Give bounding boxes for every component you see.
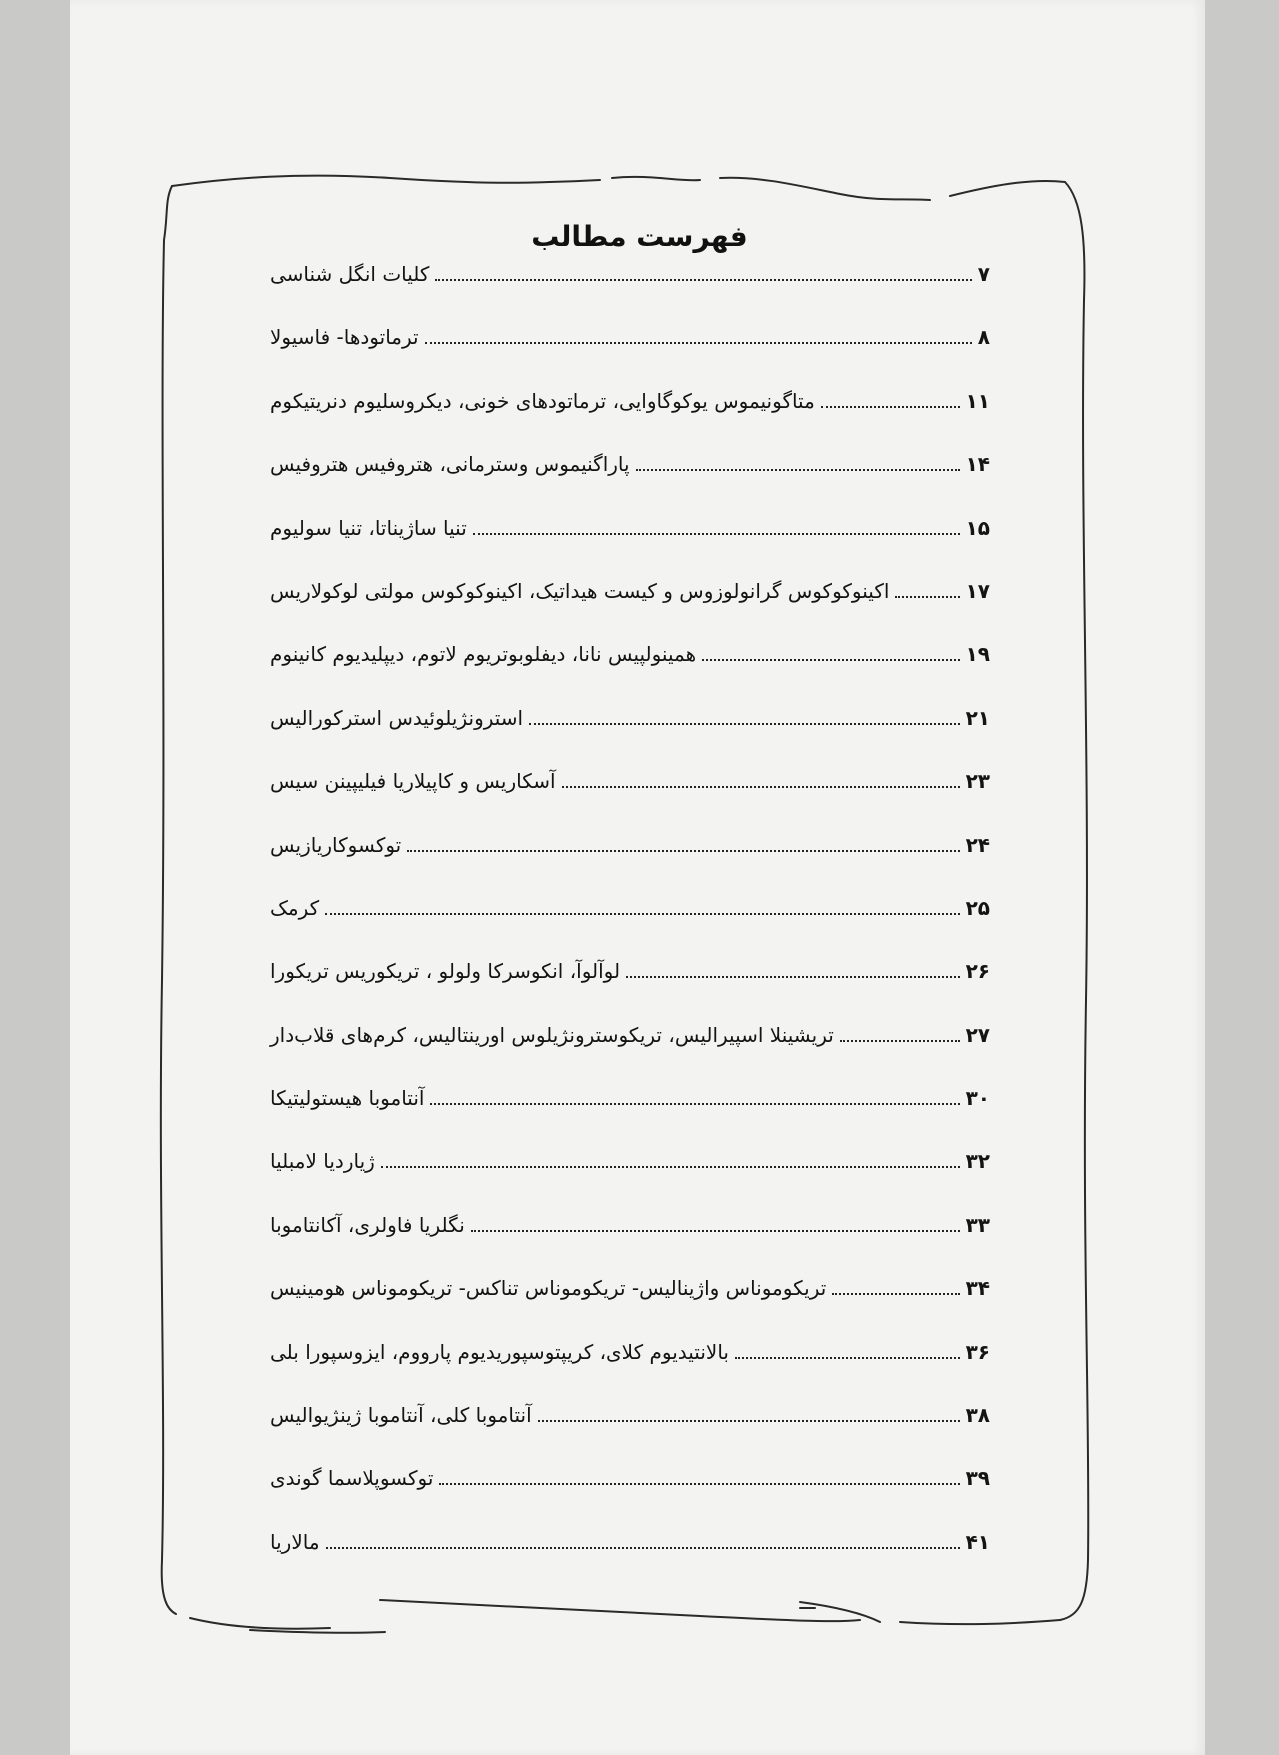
toc-entry-title: نگلریا فاولری، آکانتاموبا	[270, 1212, 465, 1237]
toc-page-number: ۲۴	[965, 832, 990, 857]
toc-entry[interactable]	[270, 389, 990, 452]
toc-entry-title: توکسوکاریازیس	[270, 832, 402, 857]
toc-entry[interactable]	[270, 642, 990, 705]
toc-entry-title: پاراگنیموس وسترمانی، هتروفیس هتروفیس	[270, 452, 630, 477]
toc-entry-title: متاگونیموس یوکوگاوایی، ترماتودهای خونی، دیکروسلیوم دنریتیکوم	[270, 388, 815, 413]
toc-entry-title: آسکاریس و کاپیلاریا فیلیپینن سیس	[270, 769, 556, 794]
dot-leader	[439, 1466, 959, 1485]
toc-page-number: ۳۳	[965, 1212, 990, 1237]
toc-entry-title: تنیا ساژیناتا، تنیا سولیوم	[270, 515, 467, 540]
dot-leader	[435, 262, 971, 281]
toc-entry[interactable]	[270, 1340, 990, 1403]
dot-leader	[840, 1023, 960, 1042]
toc-page-number: ۲۱	[965, 705, 990, 730]
dot-leader	[538, 1403, 960, 1422]
toc-entry[interactable]	[270, 896, 990, 959]
toc-entry[interactable]	[270, 1276, 990, 1339]
toc-entry[interactable]	[270, 262, 990, 325]
toc-page-number: ۳۶	[965, 1339, 990, 1364]
toc-entry-title: تریکوموناس واژینالیس- تریکوموناس تناکس- تریکوموناس هومینیس	[270, 1276, 827, 1301]
toc-entry-title: کرمک	[270, 895, 320, 920]
toc-entry-title: مالاریا	[270, 1529, 320, 1554]
dot-leader	[821, 389, 960, 408]
toc-entry[interactable]	[270, 1023, 990, 1086]
dot-leader	[430, 1086, 959, 1105]
toc-entry[interactable]	[270, 579, 990, 642]
toc-entry-title: استرونژیلوئیدس استرکورالیس	[270, 705, 524, 730]
toc-page-number: ۳۸	[965, 1403, 990, 1428]
toc-entry-title: لوآلوآ، انکوسرکا ولولو ، تریکوریس تریکورا	[270, 959, 621, 984]
toc-entry-title: تریشینلا اسپیرالیس، تریکوسترونژیلوس اورینتالیس، کرم‌های قلاب‌دار	[270, 1022, 834, 1047]
toc-page-number: ۷	[977, 262, 990, 286]
toc-page-number: ۳۴	[965, 1276, 990, 1301]
toc-entry-title: آنتاموبا کلی، آنتاموبا ژینژیوالیس	[270, 1403, 532, 1428]
toc-entry-title: توکسوپلاسما گوندی	[270, 1466, 434, 1491]
toc-page-number: ۱۴	[965, 452, 990, 477]
toc-page-number: ۴۱	[965, 1529, 990, 1554]
toc-entry[interactable]	[270, 1149, 990, 1212]
dot-leader	[326, 1530, 960, 1549]
toc-entry[interactable]	[270, 1213, 990, 1276]
toc-entry[interactable]	[270, 706, 990, 769]
dot-leader	[529, 706, 959, 725]
dot-leader	[702, 642, 959, 661]
toc-page-number: ۳۲	[965, 1149, 990, 1174]
toc-entry[interactable]	[270, 1403, 990, 1466]
toc-entry[interactable]	[270, 1466, 990, 1529]
dot-leader	[735, 1340, 960, 1359]
toc-page-number: ۲۳	[965, 769, 990, 794]
toc-entry[interactable]	[270, 1086, 990, 1149]
toc-page-number: ۳۰	[965, 1086, 990, 1111]
dot-leader	[471, 1213, 960, 1232]
dot-leader	[626, 959, 959, 978]
toc-page-number: ۱۱	[965, 388, 990, 413]
toc-entry[interactable]	[270, 959, 990, 1022]
dot-leader	[636, 452, 960, 471]
toc-page-number: ۱۷	[965, 578, 990, 603]
dot-leader	[381, 1149, 960, 1168]
dot-leader	[895, 579, 959, 598]
toc-page-number: ۸	[977, 325, 990, 350]
toc-entry-title: آنتاموبا هیستولیتیکا	[270, 1086, 425, 1111]
toc-entry[interactable]	[270, 1530, 990, 1593]
toc-page-number: ۲۶	[965, 959, 990, 984]
toc-entry-title: بالانتیدیوم کلای، کریپتوسپوریدیوم پارووم، ایزوسپورا بلی	[270, 1339, 729, 1364]
dot-leader	[832, 1276, 959, 1295]
dot-leader	[425, 325, 972, 344]
dot-leader	[407, 833, 959, 852]
dot-leader	[325, 896, 959, 915]
toc-entry[interactable]	[270, 769, 990, 832]
toc-entry-title: اکینوکوکوس گرانولوزوس و کیست هیداتیک، اکینوکوکوس مولتی لوکولاریس	[270, 578, 890, 603]
toc-entry-title: همینولپیس نانا، دیفلوبوتریوم لاتوم، دیپلیدیوم کانینوم	[270, 642, 697, 667]
toc-entry[interactable]	[270, 325, 990, 388]
toc-entry-title: ترماتودها- فاسیولا	[270, 325, 419, 350]
toc-page-number: ۲۵	[965, 895, 990, 920]
page-title: فهرست مطالب	[531, 220, 748, 253]
dot-leader	[562, 769, 960, 788]
toc-page-number: ۱۹	[965, 642, 990, 667]
toc-entry[interactable]	[270, 516, 990, 579]
toc-page-number: ۲۷	[965, 1022, 990, 1047]
dot-leader	[473, 516, 960, 535]
toc-page-number: ۱۵	[965, 515, 990, 540]
toc-entry-title: کلیات انگل شناسی	[270, 262, 430, 286]
toc-page-number: ۳۹	[965, 1466, 990, 1491]
toc-entry-title: ژیاردیا لامبلیا	[270, 1149, 375, 1174]
toc-entry[interactable]	[270, 452, 990, 515]
toc-entry[interactable]	[270, 833, 990, 896]
table-of-contents	[270, 262, 990, 1593]
